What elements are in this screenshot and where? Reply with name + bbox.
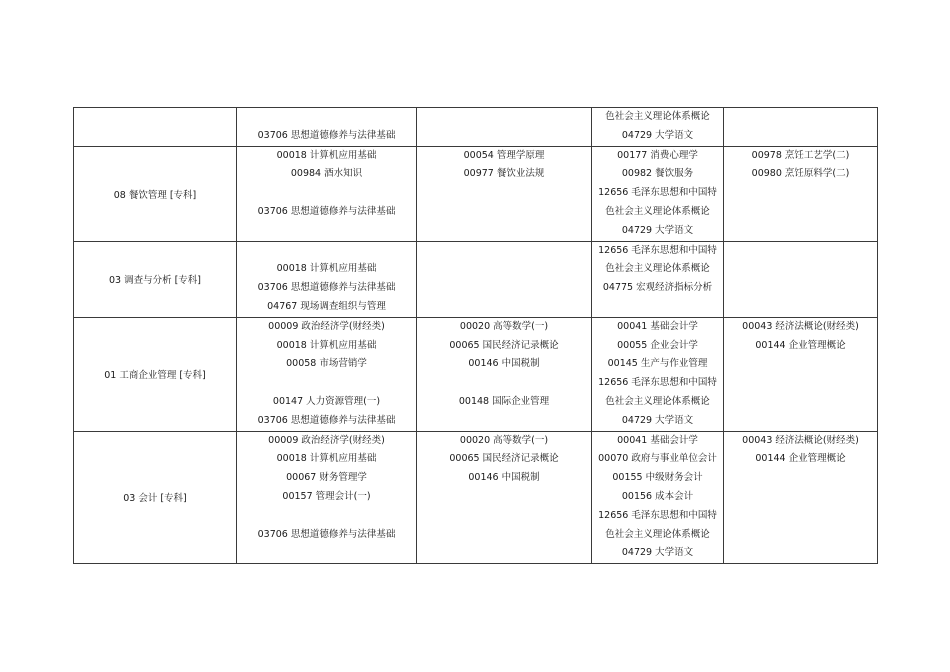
course-line: 00148 国际企业管理 <box>458 395 550 407</box>
course-line: 00145 生产与作业管理 <box>607 358 708 370</box>
exam-schedule-table <box>73 107 878 564</box>
course-line: 00041 基础会计学 <box>617 434 698 446</box>
course-line: 00018 计算机应用基础 <box>276 339 377 351</box>
course-line: 00146 中国税制 <box>468 472 540 484</box>
course-line: 00144 企业管理概论 <box>755 339 846 351</box>
course-line: 04729 大学语文 <box>621 414 694 426</box>
course-line: 00018 计算机应用基础 <box>276 263 377 275</box>
course-line: 色社会主义理论体系概论 <box>605 395 710 407</box>
course-cell <box>237 146 417 241</box>
course-line: 00020 高等数学(一) <box>459 434 549 446</box>
major-name-cell: 01 工商企业管理 [专科] <box>74 317 237 431</box>
course-line: 00041 基础会计学 <box>617 320 698 332</box>
major-name-cell: 03 会计 [专科] <box>74 431 237 564</box>
course-line: 04775 宏观经济指标分析 <box>602 282 713 294</box>
course-line: 04729 大学语文 <box>621 224 694 236</box>
table-row <box>74 108 878 147</box>
course-line <box>237 108 416 127</box>
course-cell <box>237 317 417 431</box>
course-line: 03706 思想道德修养与法律基础 <box>257 282 396 294</box>
table-row <box>74 431 878 564</box>
course-line: 00157 管理会计(一) <box>282 490 371 502</box>
course-cell <box>724 317 878 431</box>
course-line: 03706 思想道德修养与法律基础 <box>257 414 396 426</box>
course-cell <box>724 108 878 147</box>
course-line: 04767 现场调查组织与管理 <box>267 300 386 312</box>
course-line <box>237 242 416 261</box>
exam-schedule-body <box>74 108 878 564</box>
course-cell <box>237 108 417 147</box>
course-line <box>237 184 416 203</box>
course-line: 04729 大学语文 <box>621 129 694 141</box>
course-line: 12656 毛泽东思想和中国特 <box>598 377 717 389</box>
course-line: 03706 思想道德修养与法律基础 <box>257 528 396 540</box>
course-cell <box>592 431 724 564</box>
course-cell <box>592 108 724 147</box>
major-name-cell: 03 调查与分析 [专科] <box>74 241 237 317</box>
major-name-cell: 08 餐饮管理 [专科] <box>74 146 237 241</box>
course-line: 00018 计算机应用基础 <box>276 453 377 465</box>
course-cell <box>417 241 592 317</box>
course-line: 00146 中国税制 <box>468 358 540 370</box>
course-line <box>237 374 416 393</box>
course-line: 12656 毛泽东思想和中国特 <box>598 187 717 199</box>
course-line: 00982 餐饮服务 <box>621 168 694 180</box>
course-line: 00065 国民经济记录概论 <box>449 339 559 351</box>
course-line: 00156 成本会计 <box>621 490 694 502</box>
course-line: 00070 政府与事业单位会计 <box>598 453 717 465</box>
course-line: 03706 思想道德修养与法律基础 <box>257 129 396 141</box>
course-line: 04729 大学语文 <box>621 547 694 559</box>
course-line: 00144 企业管理概论 <box>755 453 846 465</box>
course-line: 00009 政治经济学(财经类) <box>268 434 385 446</box>
course-cell <box>417 146 592 241</box>
course-line: 00155 中级财务会计 <box>612 472 703 484</box>
course-line: 色社会主义理论体系概论 <box>605 111 710 122</box>
course-line: 12656 毛泽东思想和中国特 <box>598 244 717 256</box>
course-line: 00020 高等数学(一) <box>459 320 549 332</box>
course-cell <box>237 241 417 317</box>
course-line: 03706 思想道德修养与法律基础 <box>257 205 396 217</box>
course-cell <box>417 317 592 431</box>
table-row <box>74 317 878 431</box>
table-row <box>74 241 878 317</box>
course-cell <box>417 108 592 147</box>
course-line: 色社会主义理论体系概论 <box>605 528 710 540</box>
course-cell <box>417 431 592 564</box>
course-line <box>237 507 416 526</box>
course-line: 00147 人力资源管理(一) <box>272 395 381 407</box>
course-cell <box>724 431 878 564</box>
course-cell <box>592 146 724 241</box>
course-line: 00018 计算机应用基础 <box>276 149 377 161</box>
course-cell <box>724 241 878 317</box>
course-line: 00058 市场营销学 <box>286 358 367 370</box>
course-cell <box>237 431 417 564</box>
course-line: 00043 经济法概论(财经类) <box>742 434 859 446</box>
course-line: 00054 管理学原理 <box>463 149 545 161</box>
course-line: 色社会主义理论体系概论 <box>605 205 710 217</box>
course-line: 00177 消费心理学 <box>617 149 698 161</box>
major-name-cell <box>74 108 237 147</box>
course-cell <box>592 317 724 431</box>
course-line: 色社会主义理论体系概论 <box>605 263 710 275</box>
course-line <box>417 374 591 393</box>
course-line: 00009 政治经济学(财经类) <box>268 320 385 332</box>
course-line: 00977 餐饮业法规 <box>463 168 545 180</box>
course-cell <box>592 241 724 317</box>
course-line: 12656 毛泽东思想和中国特 <box>598 509 717 521</box>
course-line: 00980 烹饪原料学(二) <box>751 168 850 180</box>
course-cell <box>724 146 878 241</box>
course-line: 00978 烹饪工艺学(二) <box>751 149 850 161</box>
table-row <box>74 146 878 241</box>
course-line: 00984 酒水知识 <box>290 168 363 180</box>
course-line: 00065 国民经济记录概论 <box>449 453 559 465</box>
course-line: 00043 经济法概论(财经类) <box>742 320 859 332</box>
course-line: 00055 企业会计学 <box>617 339 698 351</box>
course-line: 00067 财务管理学 <box>286 472 367 484</box>
